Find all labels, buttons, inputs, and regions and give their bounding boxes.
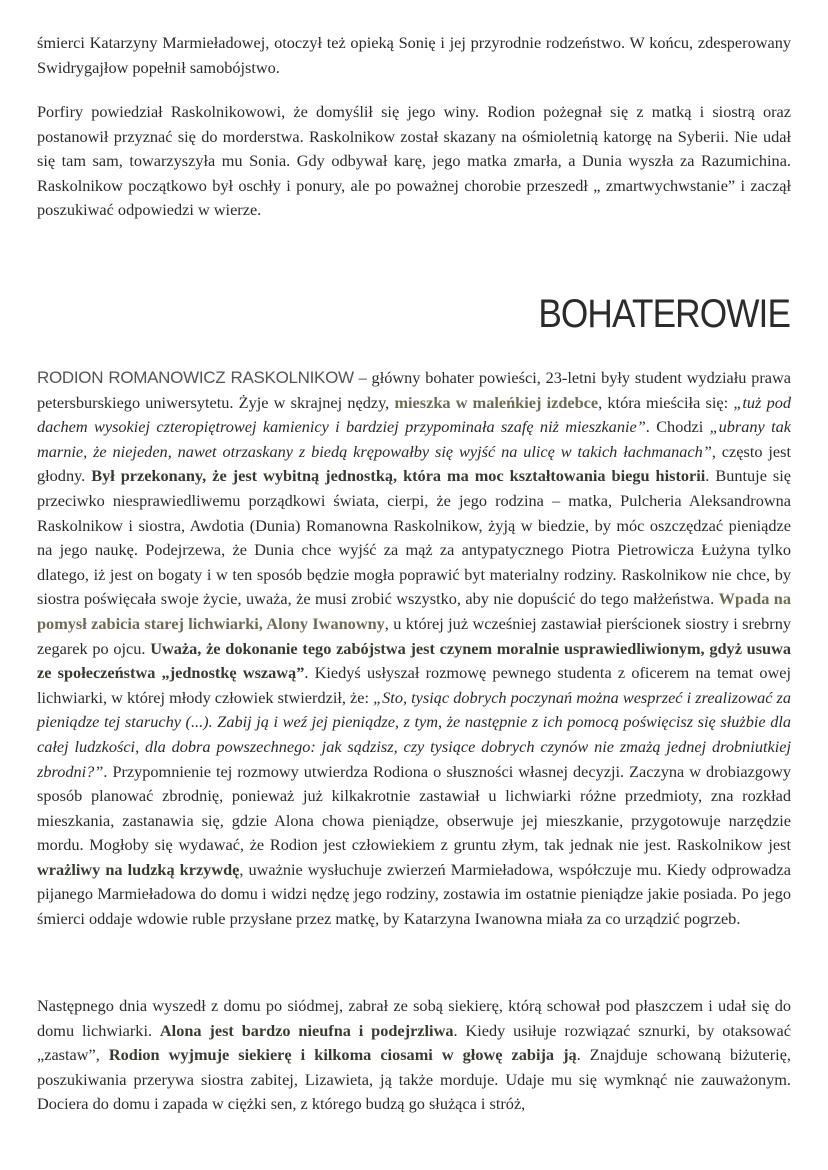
text-run: , która mieściła się: [598,392,734,412]
quote-run: „ubrany tak marnie, że niejeden, nawet otrzaskany z biedą krępowałby się wyjść na ulicę w takich łachmanach” [37,417,791,461]
text-run: . Kiedyś usłyszał rozmowę pewnego studenta z oficerem na temat owej lichwiarki, w której młody człowiek stwierdził, że: [37,663,791,707]
text-run: . Buntuje się przeciwko niesprawiedliwemu porządkowi świata, cierpi, że jego rodzina – matka, Pulcheria Aleksandrowna Raskolnikow i siostra, Awdotia (Dunia) Romanowna Raskolnikow, żyją w biedzie, by móc oszczędzać pieniądze na jego naukę. Podejrzewa, że Dunia chce wyjść za mąż za antypatycznego Piotra Pietrowicza Łużyna tylko dlatego, iż jest on bogaty i w ten sposób będzie mogła poprawić byt materialny rodziny. Raskolnikow nie chce, by siostra poświęcała swoje życie, uważa, że musi zrobić wszystko, aby nie dopuścić do tego małżeństwa. [37,466,791,609]
highlight-run: mieszka w maleńkiej izdebce [394,392,599,412]
text-run: – główny bohater powieści, 23-letni były student wydziału prawa petersburskiego uniwersytetu. Żyje w skrajnej nędzy, [37,368,791,412]
bold-run: Rodion wyjmuje siekierę i kilkoma ciosami w głowę zabija ją [108,1045,577,1065]
text-run: Następnego dnia wyszedł z domu po siódmej, zabrał ze sobą siekierę, którą schował pod płaszczem i udał się do domu lichwiarki. [37,996,791,1040]
paragraph-raskolnikow [37,366,791,932]
highlight-run: Wpada na pomysł zabicia starej lichwiarki, Alony Iwanowny [37,589,791,633]
text-run: , u której już wcześniej zastawiał pierścionek siostry i srebrny zegarek po ojcu. [37,613,791,658]
text-run: . Przypomnienie tej rozmowy utwierdza Rodiona o słuszności własnej decyzji. Zaczyna w drobiazgowy sposób planować zbrodnię, ponieważ już kilkakrotnie zastawiał u lichwiarki różne przedmioty, zna rozkład mieszkania, zastanawia się, gdzie Alona chowa pieniądze, obserwuje jej mieszkanie, przygotowuje narzędzie mordu. Mogłoby się wydawać, że Rodion jest człowiekiem z gruntu złym, tak jednak nie jest. Raskolnikow jest [37,761,791,855]
text-run: . Znajduje schowaną biżuterię, poszukiwania przerywa siostra zabitej, Lizawieta, ją także morduje. Udaje mu się wymknąć nie zauważonym. Dociera do domu i zapada w ciężki sen, z którego budzą go służąca i stróż, [37,1045,792,1114]
paragraph-murder [37,994,791,1117]
quote-run: „Sto, tysiąc dobrych poczynań można wesprzeć i zrealizować za pieniądze tej staruchy (...). Zabij ją i weź jej pieniądze, z tym, że następnie z ich pomocą poświęcisz się służbie dla całej ludzkości, dla dobra powszechnego: jak sądzisz, czy tysiące dobrych czynów nie zmażą jednej drobniutkiej zbrodni?” [37,687,792,781]
bold-run: Uważa, że dokonanie tego zabójstwa jest czynem moralnie usprawiedliwionym, gdyż usuwa ze społeczeństwa „jednostkę wszawą” [37,638,792,683]
text-run: , często jest głodny. [37,441,791,486]
quote-run: „tuż pod dachem wysokiej czteropiętrowej kamienicy i bardziej przypominała szafę niż mieszkanie” [37,392,791,437]
bold-run: Był przekonany, że jest wybitną jednostką, która ma moc kształtowania biegu historii [91,466,706,486]
section-heading: BOHATEROWIE [538,292,790,336]
paragraph-ending-summary: śmierci Katarzyny Marmieładowej, otoczył też opieką Sonię i jej przyrodnie rodzeństwo. W końcu, zdesperowany Swidrygajłow popełnił samobójstwo. [37,33,791,77]
bold-run: Alona jest bardzo nieufna i podejrzliwa [159,1020,454,1040]
text-run: , uważnie wysłuchuje zwierzeń Marmieładowa, współczuje mu. Kiedy odprowadza pijanego Marmieładowa do domu i widzi nędzę jego rodziny, zostawia im ostatnie pieniądze jakie posiada. Po jego śmierci oddaje wdowie ruble przysłane przez matkę, by Katarzyna Iwanowna miała za co urządzić pogrzeb. [37,859,791,929]
character-name: RODION ROMANOWICZ RASKOLNIKOW [37,368,354,387]
paragraph-summary-epilogue: Porfiry powiedział Raskolnikowowi, że domyślił się jego winy. Rodion pożegnał się z matką i siostrą oraz postanowił przyznać się do morderstwa. Raskolnikow został skazany na ośmioletnią katorgę na Syberii. Nie udał się tam sam, towarzyszyła mu Sonia. Gdy odbywał karę, jego matka zmarła, a Dunia wyszła za Razumichina. Raskolnikow początkowo był oschły i ponury, ale po poważnej chorobie przeszedł „ zmartwychwstanie” i zaczął poszukiwać odpowiedzi w wierze. [37,102,791,220]
bold-run: wrażliwy na ludzką krzywdę [37,859,240,879]
text-run: . Chodzi [645,417,710,437]
text-run: . Kiedy usiłuje rozwiązać sznurki, by otaksować „zastaw”, [37,1020,792,1065]
